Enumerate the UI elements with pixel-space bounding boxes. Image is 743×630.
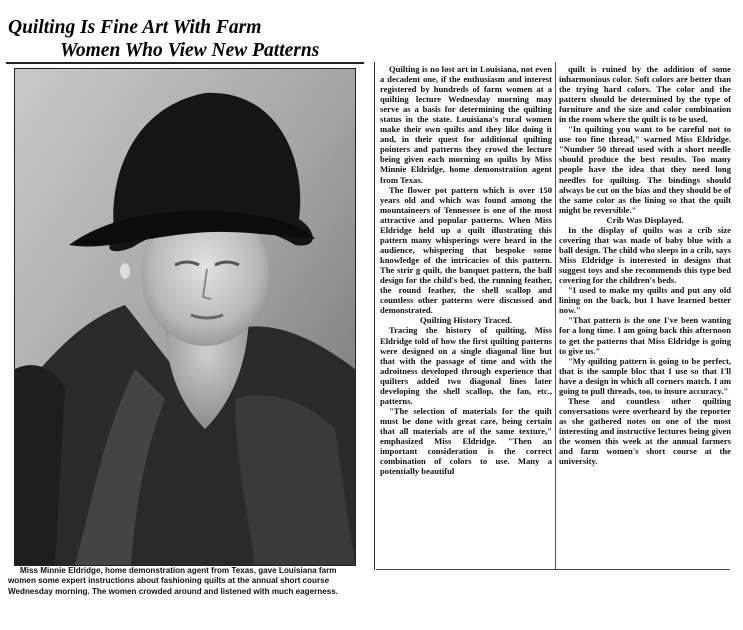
headline-line-2: Women Who View New Patterns xyxy=(60,40,320,61)
column-rule-left xyxy=(374,62,375,570)
paragraph: "That pattern is the one I've been wanting for a long time. I am going back this afternoon to get the patterns that Miss Eldridge is going to give us." xyxy=(559,315,731,356)
headline-rule xyxy=(6,62,364,64)
subheading: Quilting History Traced. xyxy=(419,315,513,326)
portrait-photo xyxy=(14,68,356,566)
paragraph: Quilting is no lost art in Louisiana, not even a decadent one, if the enthusiasm and interest registered by hundreds of farm women at a quilting lecture Wednesday morning may serve as a basis for determining the quilting status in the state. Louisiana's rural women make their own quilts and they like doing it and, in their quest for additional quilting pointers and patterns they crowd the lecture being given each morning on quilts by Miss Minnie Eldridge, home demonstration agent from Texas. xyxy=(380,64,552,185)
woman-in-cloche-hat-photo xyxy=(15,69,355,565)
paragraph: quilt is ruined by the addition of some inharmonious color. Soft colors are better than the trying hard colors. The color and the pattern should be determined by the type of furniture and the size and color combination in the room where the quilt is to be used. xyxy=(559,64,731,125)
paragraph: "My quilting pattern is going to be perfect, that is the sample bloc that I use so that I'll have a design in which all corners match. I am going to pull threads, too, to insure accuracy." xyxy=(559,355,731,396)
headline-line-1: Quilting Is Fine Art With Farm xyxy=(8,17,262,38)
paragraph: The flower pot pattern which is over 150 years old and which was found among the mountaineers of Tennessee is one of the most attractive and popular patterns. When Miss Eldridge held up a quilt illustrating this pattern many whisperings were heard in the audience, whispering that bespoke some knowledge of the intricacies of this pattern. The strir g quilt, the banquet pattern, the ball design for the child's bed, the running feather, the round feather, the shell scallop and countless other patterns were discussed and demonstrated. xyxy=(380,184,552,316)
paragraph: These and countless other quilting conversations were overheard by the reporter as she gathered notes on one of the most interesting and instructive lectures being given the women this week at the annual farmers and farm women's short course at the university. xyxy=(559,395,731,467)
paragraph: "The selection of materials for the quilt must be done with great care, being certain that all materials are of the same texture," emphasized Miss Eldridge. "Then an important consideration is the correct combination of colors to use. Many a potentially beautiful xyxy=(380,405,552,477)
article-column-2 xyxy=(559,64,731,466)
paragraph: Tracing the history of quilting, Miss Eldridge told of how the first quilting patterns were designed on a single diagonal line but that with the passage of time and with the adroitness developed through experience that quilters added two diagonal lines later developing the shell scallop, the fan, etc., patterns. xyxy=(380,325,552,406)
photo-caption: Miss Minnie Eldridge, home demonstration agent from Texas, gave Louisiana farm women some expert instructions about fashioning quilts at the annual short course Wednesday morning. The women crowded around and listened with much eagerness. xyxy=(8,566,338,596)
paragraph: "In quilting you want to be careful not to use too fine thread," warned Miss Eldridge. "Number 50 thread used with a short needle should produce the best results. Too many people have the idea that they need long needles for quilting. The bindings should always be cut on the bias and they should be of the same color as the lining so that the quilt might be reversible." xyxy=(559,124,731,215)
article-column-1 xyxy=(380,64,552,476)
column-rule-bottom xyxy=(376,569,730,570)
paragraph: In the display of quilts was a crib size covering that was made of baby blue with a ball design. The child who sleeps in a crib, says Miss Eldridge is interested in designs that suggest toys and she recommends this type bed covering for the children's beds. xyxy=(559,225,731,286)
headline xyxy=(6,16,368,62)
subheading: Crib Was Displayed. xyxy=(606,214,684,225)
column-rule-middle xyxy=(555,62,556,570)
paragraph: "I used to make my quilts and put any old lining on the back, but I have learned better now." xyxy=(559,285,731,316)
